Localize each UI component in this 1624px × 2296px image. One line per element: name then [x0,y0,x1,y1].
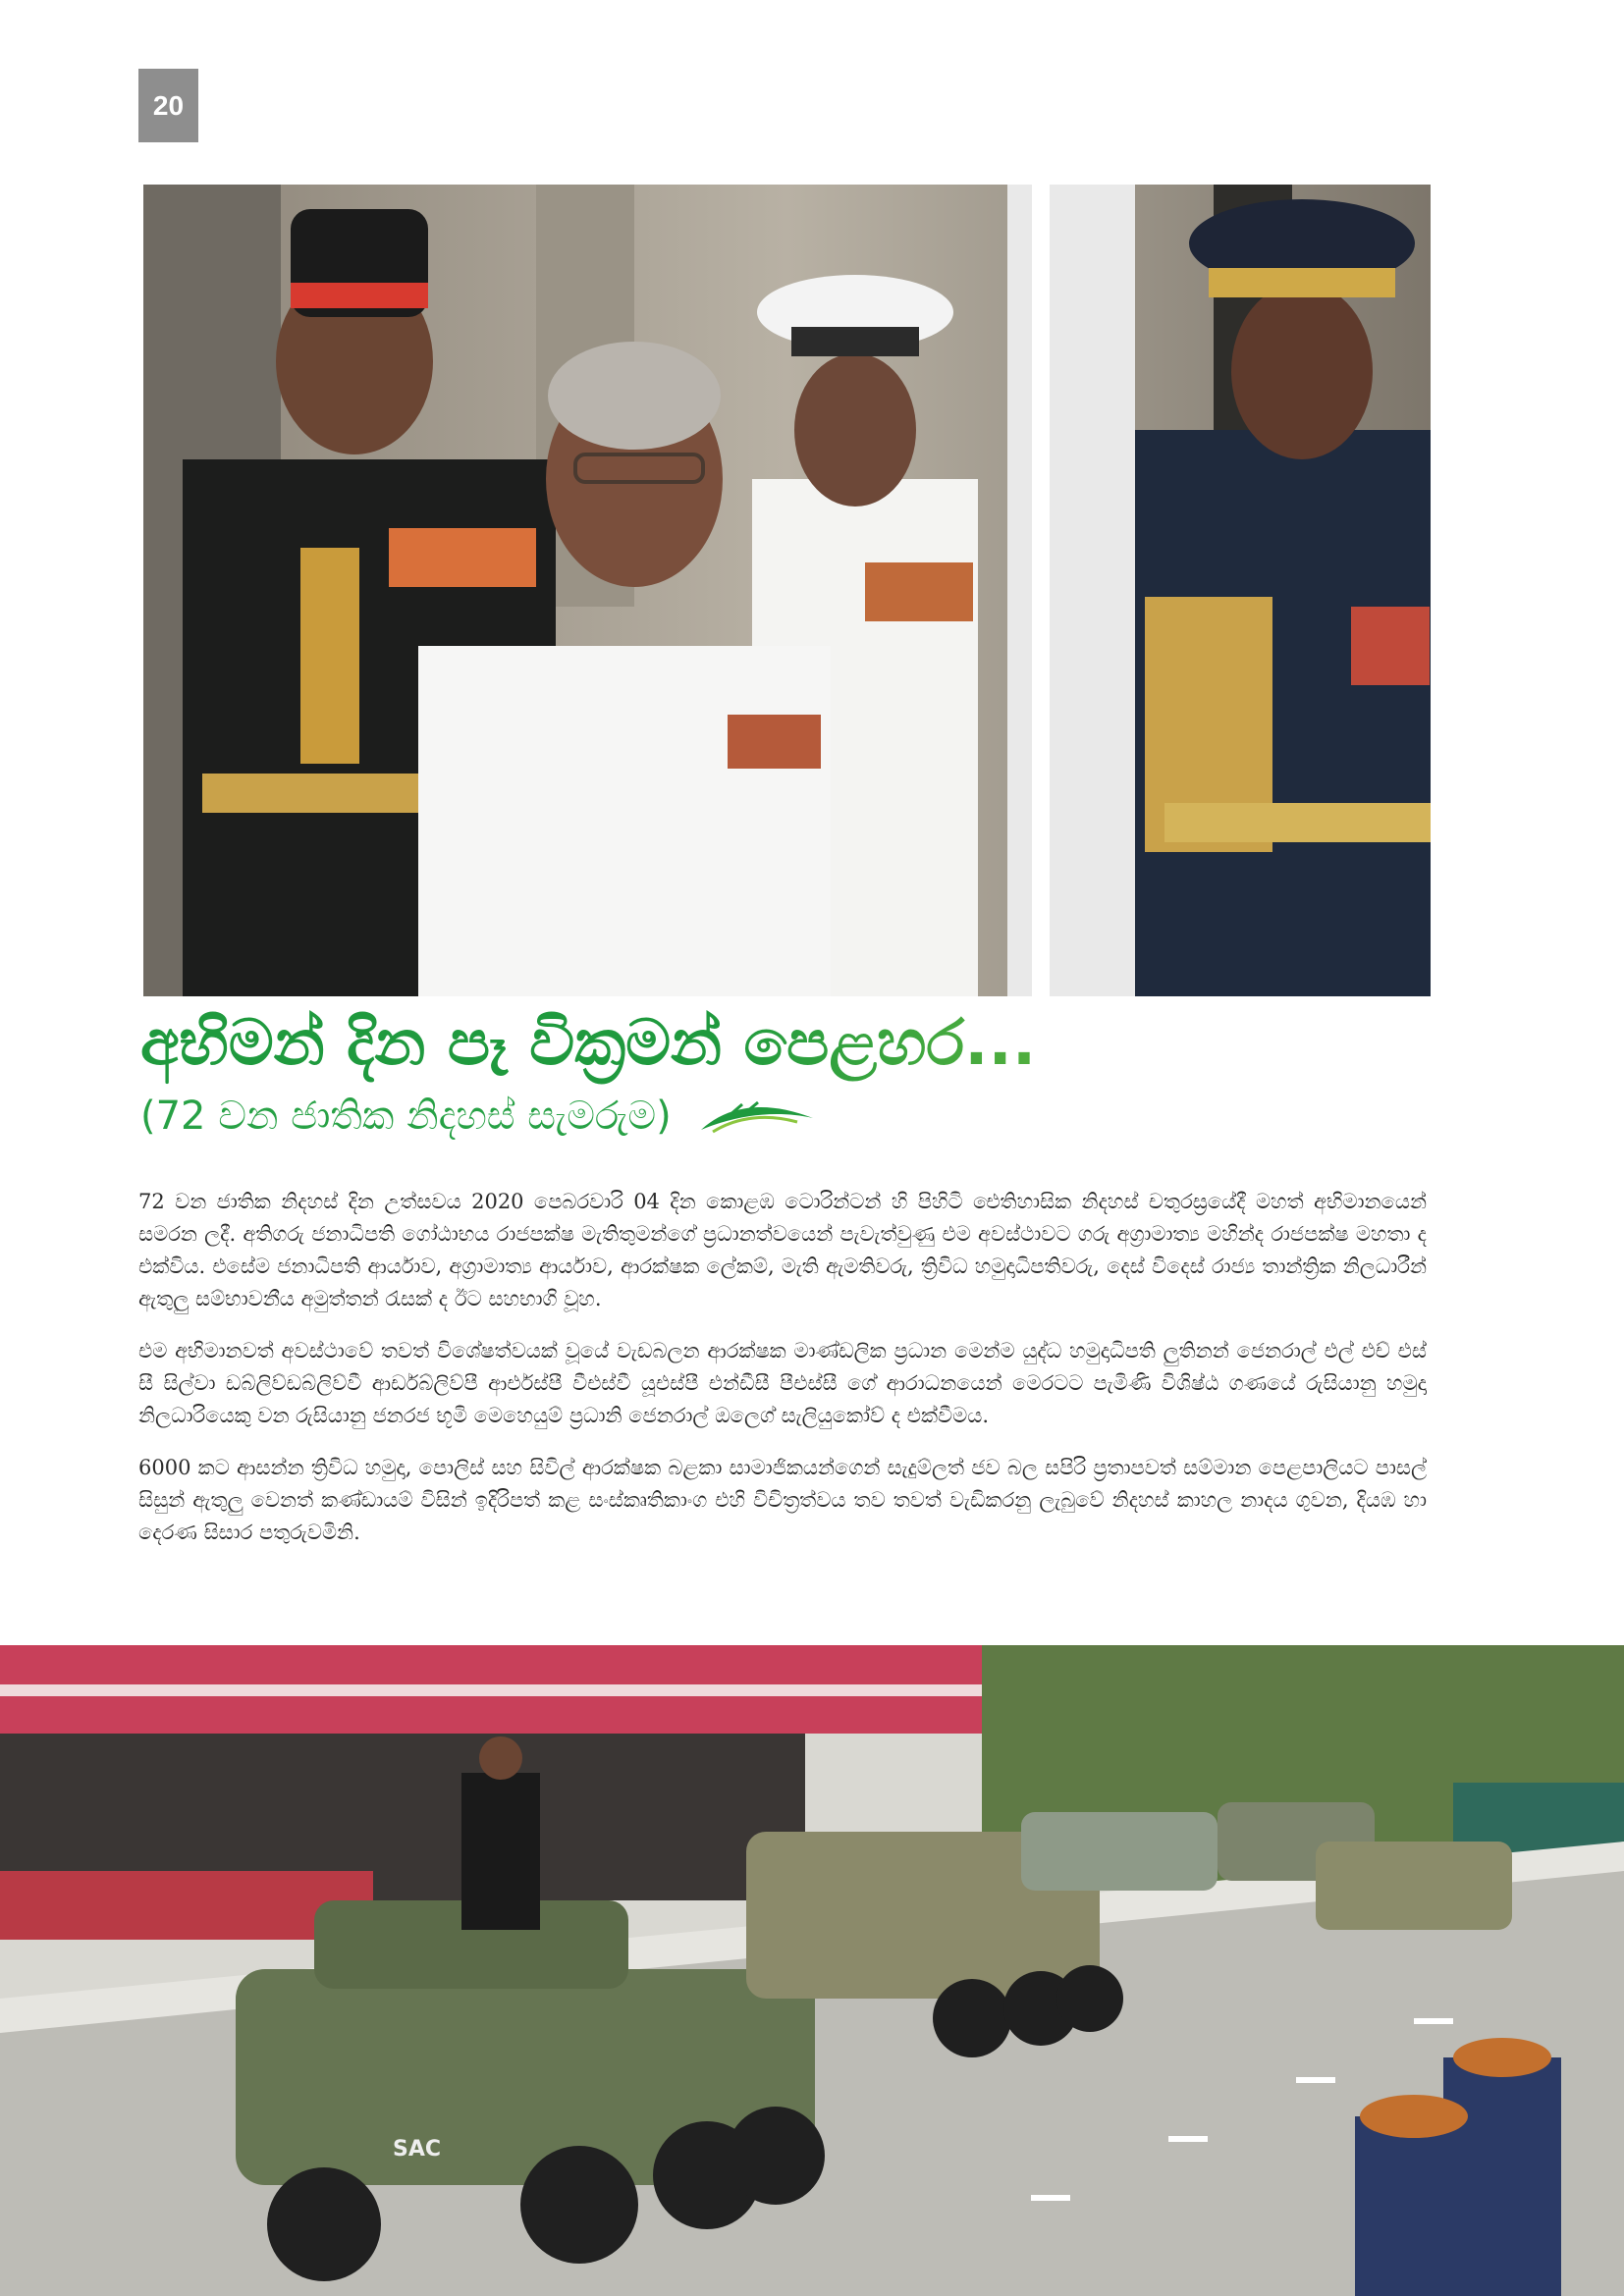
article-body [138,1186,1427,1569]
paragraph: 6000 කට ආසන්න ත්‍රිවිධ හමුදා, පොලිස් සහ සිවිල් ආරක්ෂක බළකා සාමාජිකයන්ගෙන් සැදුම්ලත් ජව බල සපිරි ප්‍රතාපවත් සම්මාන පෙළපාලියට පාසල් සිසුන් ඇතුලු වෙනත් කණ්ඩායම් විසින් ඉදිරිපත් කළ සංස්කෘතිකාංග එහි විචිත්‍රත්වය තව තවත් වැඩිකරනු ලැබුවේ නිදහස් කාහල නාදය ගුවන, දියඹ හා දෙරණ සිසාර පතුරුවමිනි. [138,1456,1427,1544]
subheadline-row [140,1088,1417,1145]
subheadline: (72 වන ජාතික නිදහස් සැමරුම) [140,1094,672,1139]
paragraph: 72 වන ජාතික නිදහස් දින උත්සවය 2020 පෙබරවාරි 04 දින කොළඹ ටොරින්ටන් හි පිහිටි ඓතිහාසික නිදහස් චතුරස්‍රයේදී මහත් අභිමානයෙන් සමරන ලදී. අතිගරු ජනාධිපති ගෝඨාභය රාජපක්ෂ මැතිතුමන්ගේ ප්‍රධානත්වයෙන් පැවැත්වුණු එම අවස්ථාවට ගරු අග්‍රාමාත්‍ය මහින්ද රාජපක්ෂ මහතා ද එක්විය. එසේම ජනාධිපති ආර්යාව, අග්‍රාමාත්‍ය ආර්යාව, ආරක්ෂක ලේකම්, මැති ඇමතිවරු, ත්‍රිවිධ හමුදාධිපතිවරු, දෙස් විදෙස් රාජ්‍ය තාන්ත්‍රික නිලධාරීන් ඇතුලු සම්භාවනීය අමුත්තන් රැසක් ද ඊට සහභාගි වූහ. [138,1190,1427,1310]
leaf-ornament-icon [699,1096,815,1136]
page-number: 20 [138,69,198,142]
vehicle-marking: SAC [393,2137,442,2162]
headline: අභිමන් දින පෑ වික්‍රමන් පෙළහර... [140,1001,1417,1086]
parade-vehicles-photo [0,1645,1624,2296]
ceremony-officials-photo [143,185,1431,996]
paragraph: එම අභිමානවත් අවස්ථාවේ තවත් විශේෂත්වයක් වූයේ වැඩබලන ආරක්ෂක මාණ්ඩලික ප්‍රධාන මෙන්ම යුද්ධ හමුදාධිපති ලුතිනන් ජෙනරාල් එල් එච් එස් සී සිල්වා ඩබ්ලිව්ඩබ්ලිව්වී ආර්ඩබ්ලිව්පී ආර්එස්පී වීඑස්වී යූඑස්පී එන්ඩීසී පීඑස්සී ගේ ආරාධනයෙන් මෙරටට පැමිණි විශිෂ්ඨ ගණයේ රුසියානු හමුදා නිලධාරියෙකු වන රුසියානු ජනරජ භූමි මෙහෙයුම් ප්‍රධානි ජෙනරාල් ඔලෙග් සැලියුකෝව් ද එක්වීමය. [138,1339,1427,1427]
